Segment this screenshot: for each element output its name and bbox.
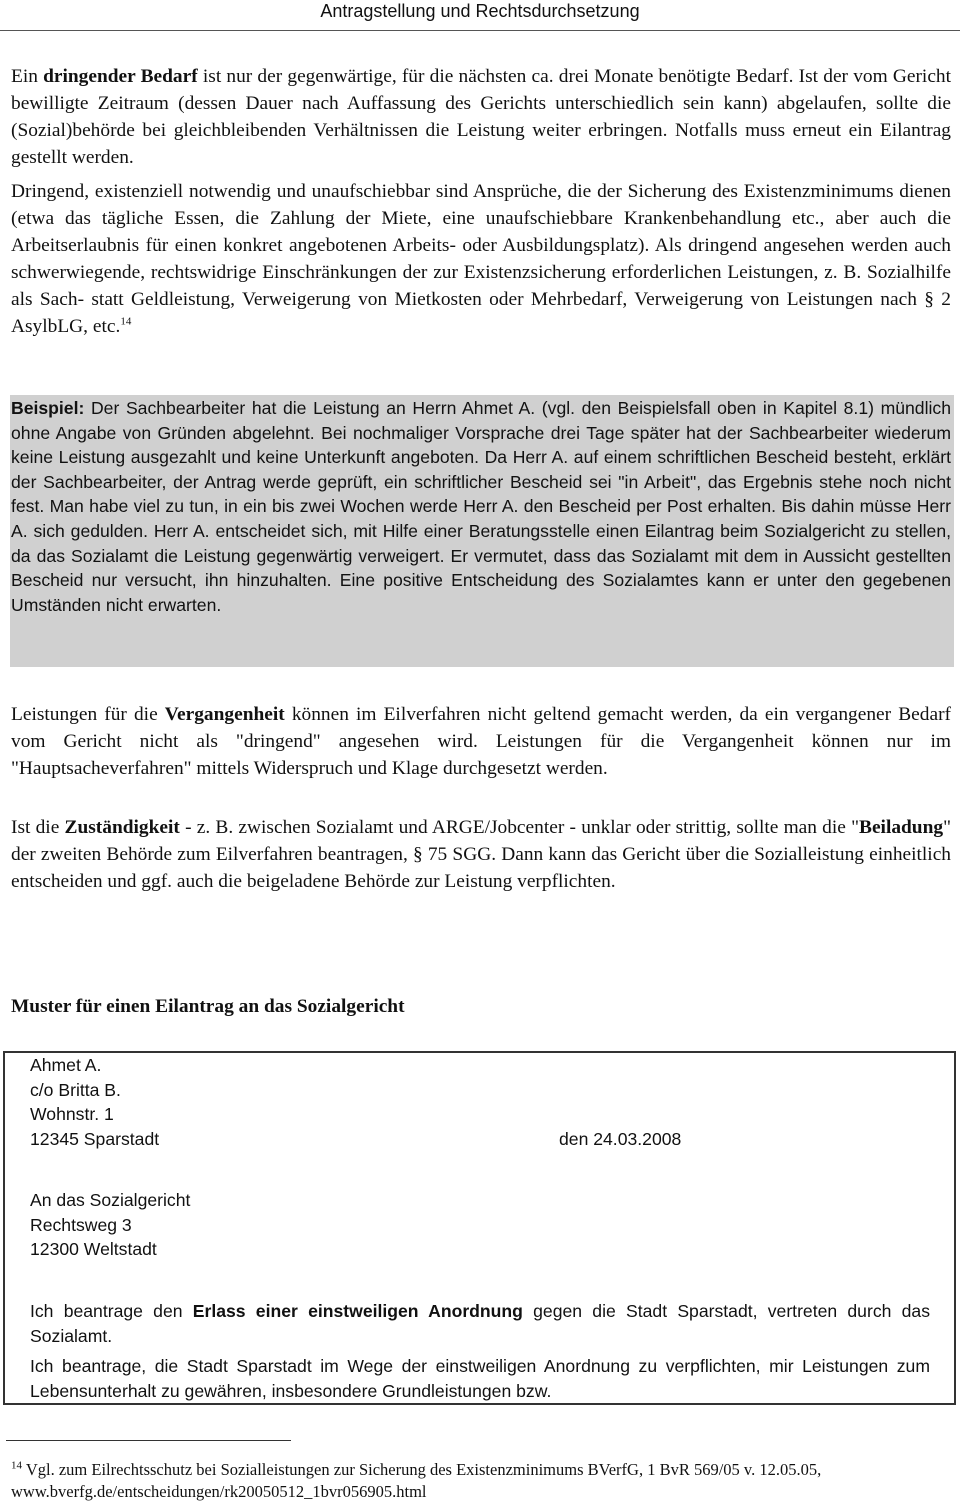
text-segment: Ist die [11, 817, 65, 838]
sender-street: Wohnstr. 1 [30, 1104, 114, 1124]
text-segment: gegen die Stadt Sparstadt, vertreten durch das Sozialamt. [30, 1301, 930, 1346]
text-segment: - z. B. zwischen Sozialamt und ARGE/Jobcenter - unklar oder strittig, sollte man die " [179, 817, 860, 838]
footnote-number: 14 [11, 1459, 22, 1472]
recipient-street: Rechtsweg 3 [30, 1214, 132, 1235]
footnote-ref: 14 [120, 315, 132, 328]
text-segment: Leistungen für die [11, 704, 165, 725]
text-segment: Ich beantrage den [30, 1301, 193, 1321]
footnote [11, 1459, 941, 1503]
footnote-divider [6, 1440, 291, 1441]
sample-letter-box [3, 1051, 956, 1405]
bold-text: Beiladung [859, 817, 944, 838]
bold-text: Vergangenheit [164, 704, 285, 725]
bold-text: Erlass einer einstweiligen Anordnung [192, 1301, 523, 1321]
letter-request-2 [30, 1354, 930, 1403]
text-segment: ist nur der gegenwärtige, für die nächsten ca. drei Monate benötigte Bedarf. Ist der vom Gericht bewilligte Zeitraum (dessen Dauer nach Auffassung des Gerichts unterschiedlich sein kann) abgelaufen, sollte die (Sozial)behörde bei gleichbleibenden Verhältnissen die Leistung weiter erbringen. Notfalls muss erneut ein Eilantrag gestellt werden. [11, 66, 952, 168]
letter-date: den 24.03.2008 [559, 1128, 682, 1149]
text-segment: " der zweiten Behörde zum Eilverfahren beantragen, § 75 SGG. Dann kann das Gericht über die Sozialleistung einheitlich entscheiden und ggf. auch die beigeladene Behörde zur Leistung verpflichten. [11, 817, 951, 892]
sender-co: c/o Britta B. [30, 1079, 121, 1100]
running-header: Antragstellung und Rechtsdurchsetzung [320, 1, 640, 21]
example-paragraph [11, 396, 951, 617]
paragraph-vergangenheit [11, 701, 951, 782]
section-heading: Muster für einen Eilantrag an das Sozialgericht [11, 996, 405, 1017]
recipient-city: 12300 Weltstadt [30, 1239, 157, 1259]
sender-city: 12345 Sparstadt [30, 1128, 160, 1149]
paragraph-dringender-bedarf [11, 63, 951, 171]
bold-text: Beispiel: [11, 398, 85, 418]
text-segment: Der Sachbearbeiter hat die Leistung an Herrn Ahmet A. (vgl. den Beispielsfall oben in Kapitel 8.1) mündlich ohne Angabe von Gründen abgelehnt. Bei nochmaliger Vorsprache drei Tage später hat der Sachbearbeiter wiederum keine Leistung ausgezahlt und keine Unterkunft angeboten. Da Herr A. auf einem schriftlichen Bescheid besteht, erklärt der Sachbearbeiter, der Antrag werde geprüft, ein schriftlicher Bescheid sei "in Arbeit", das Ergebnis stehe noch nicht fest. Man habe viel zu tun, in ein bis zwei Wochen werde Herr A. den Bescheid per Post erhalten. Bis dahin müsse Herr A. sich gedulden. Herr A. entscheidet sich, mit Hilfe einer Beratungsstelle einen Eilantrag beim Sozialgericht zu stellen, da das Sozialamt die Leistung gegenwärtig verweigert. Er vermutet, dass das Sozialamt mit dem in Aussicht gestellten Bescheid nur versucht, ihn hinzuhalten. Eine positive Entscheidung des Sozialamtes kann er unter den gegebenen Umständen nicht erwarten. [11, 398, 951, 615]
paragraph-dringend-existenziell [11, 178, 951, 340]
text-segment: Ein [11, 66, 44, 87]
text-segment: können im Eilverfahren nicht geltend gemacht werden, da ein vergangener Bedarf vom Gericht nicht als "dringend" angesehen wird. Leistungen für die Vergangenheit können nur im "Hauptsacheverfahren" mittels Widerspruch und Klage durchgesetzt werden. [11, 704, 951, 779]
header-divider [0, 30, 960, 31]
recipient-name: An das Sozialgericht [30, 1190, 191, 1210]
text-segment: Ich beantrage, die Stadt Sparstadt im Wege der einstweiligen Anordnung zu verpflichten, mir Leistungen zum Lebensunterhalt zu gewähren, insbesondere Grundleistungen bzw. [30, 1356, 930, 1401]
letter-request-1 [30, 1299, 930, 1348]
text-segment: Dringend, existenziell notwendig und unaufschiebbar sind Ansprüche, die der Sicherung des Existenzminimums dienen (etwa das tägliche Essen, die Zahlung der Miete, eine unaufschiebbare Krankenbehandlung etc., aber auch die Arbeitserlaubnis für einen konkret angebotenen Arbeits- oder Ausbildungsplatz). Als dringend angesehen werden auch schwerwiegende, rechtswidrige Einschränkungen der zur Existenzsicherung erforderlichen Leistungen, z. B. Sozialhilfe als Sach- statt Geldleistung, Verweigerung von Mietkosten oder Mehrbedarf, Verweigerung von Leistungen nach § 2 AsylbLG, etc. [11, 181, 951, 337]
sender-name: Ahmet A. [30, 1055, 102, 1075]
paragraph-zustaendigkeit [11, 814, 951, 895]
bold-text: Zuständigkeit [64, 817, 180, 838]
bold-text: dringender Bedarf [43, 66, 198, 87]
footnote-text: Vgl. zum Eilrechtsschutz bei Sozialleistungen zur Sicherung des Existenzminimums BVerfG, 1 BvR 569/05 v. 12.05.05, www.bverfg.de/entscheidungen/rk20050512_1bvr056905.html [11, 1460, 822, 1501]
